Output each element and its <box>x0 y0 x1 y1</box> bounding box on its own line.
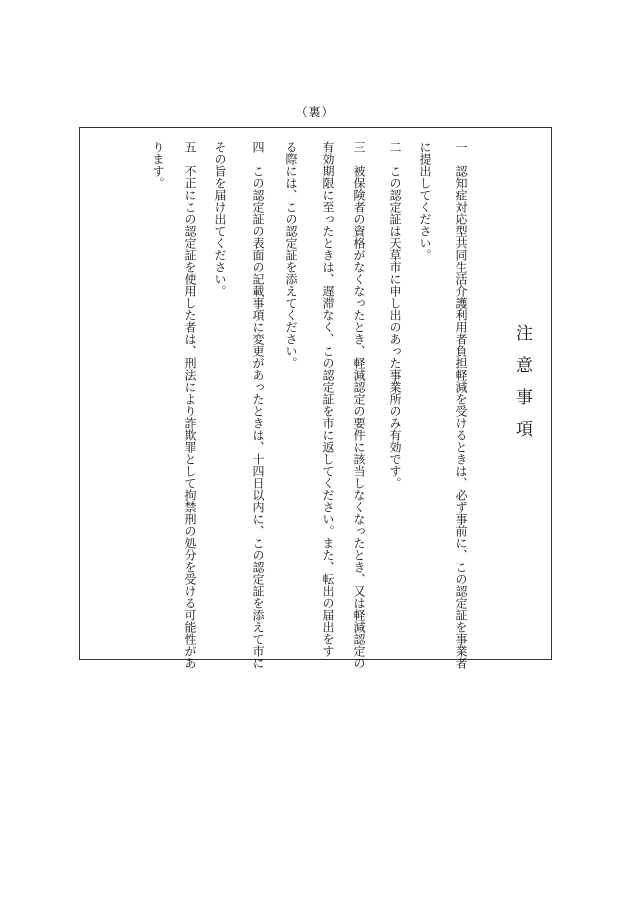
notice-line: その旨を届け出てください。 <box>213 141 227 297</box>
notice-line: 五 不正にこの認定証を使用した者は、刑法により詐欺罪として拘禁刑の処分を受ける可能性があ <box>183 141 197 669</box>
notice-line: 一 認知症対応型共同生活介護利用者負担軽減を受けるときは、必ず事前に、この認定証を事業者 <box>454 141 468 669</box>
notice-line: る際には、この認定証を添えてください。 <box>284 141 298 369</box>
page-side-label: （裏） <box>295 105 335 119</box>
notice-line: 三 被保険者の資格がなくなったとき、軽減認定の要件に該当しなくなったとき、又は軽減認定の <box>352 141 366 669</box>
notice-line: に提出してください。 <box>418 141 432 261</box>
notice-line: 二 この認定証は天草市に申し出のあった事業所のみ有効です。 <box>388 141 402 489</box>
notice-title: 注意事項 <box>512 324 532 452</box>
notice-line: 有効期限に至ったときは、遅滞なく、この認定証を市に返してください。また、転出の届出をす <box>321 141 335 657</box>
notice-box <box>79 127 552 669</box>
notice-line: ります。 <box>151 141 165 189</box>
notice-line: 四 この認定証の表面の記載事項に変更があったときは、十四日以内に、この認定証を添えて市に <box>251 141 265 669</box>
